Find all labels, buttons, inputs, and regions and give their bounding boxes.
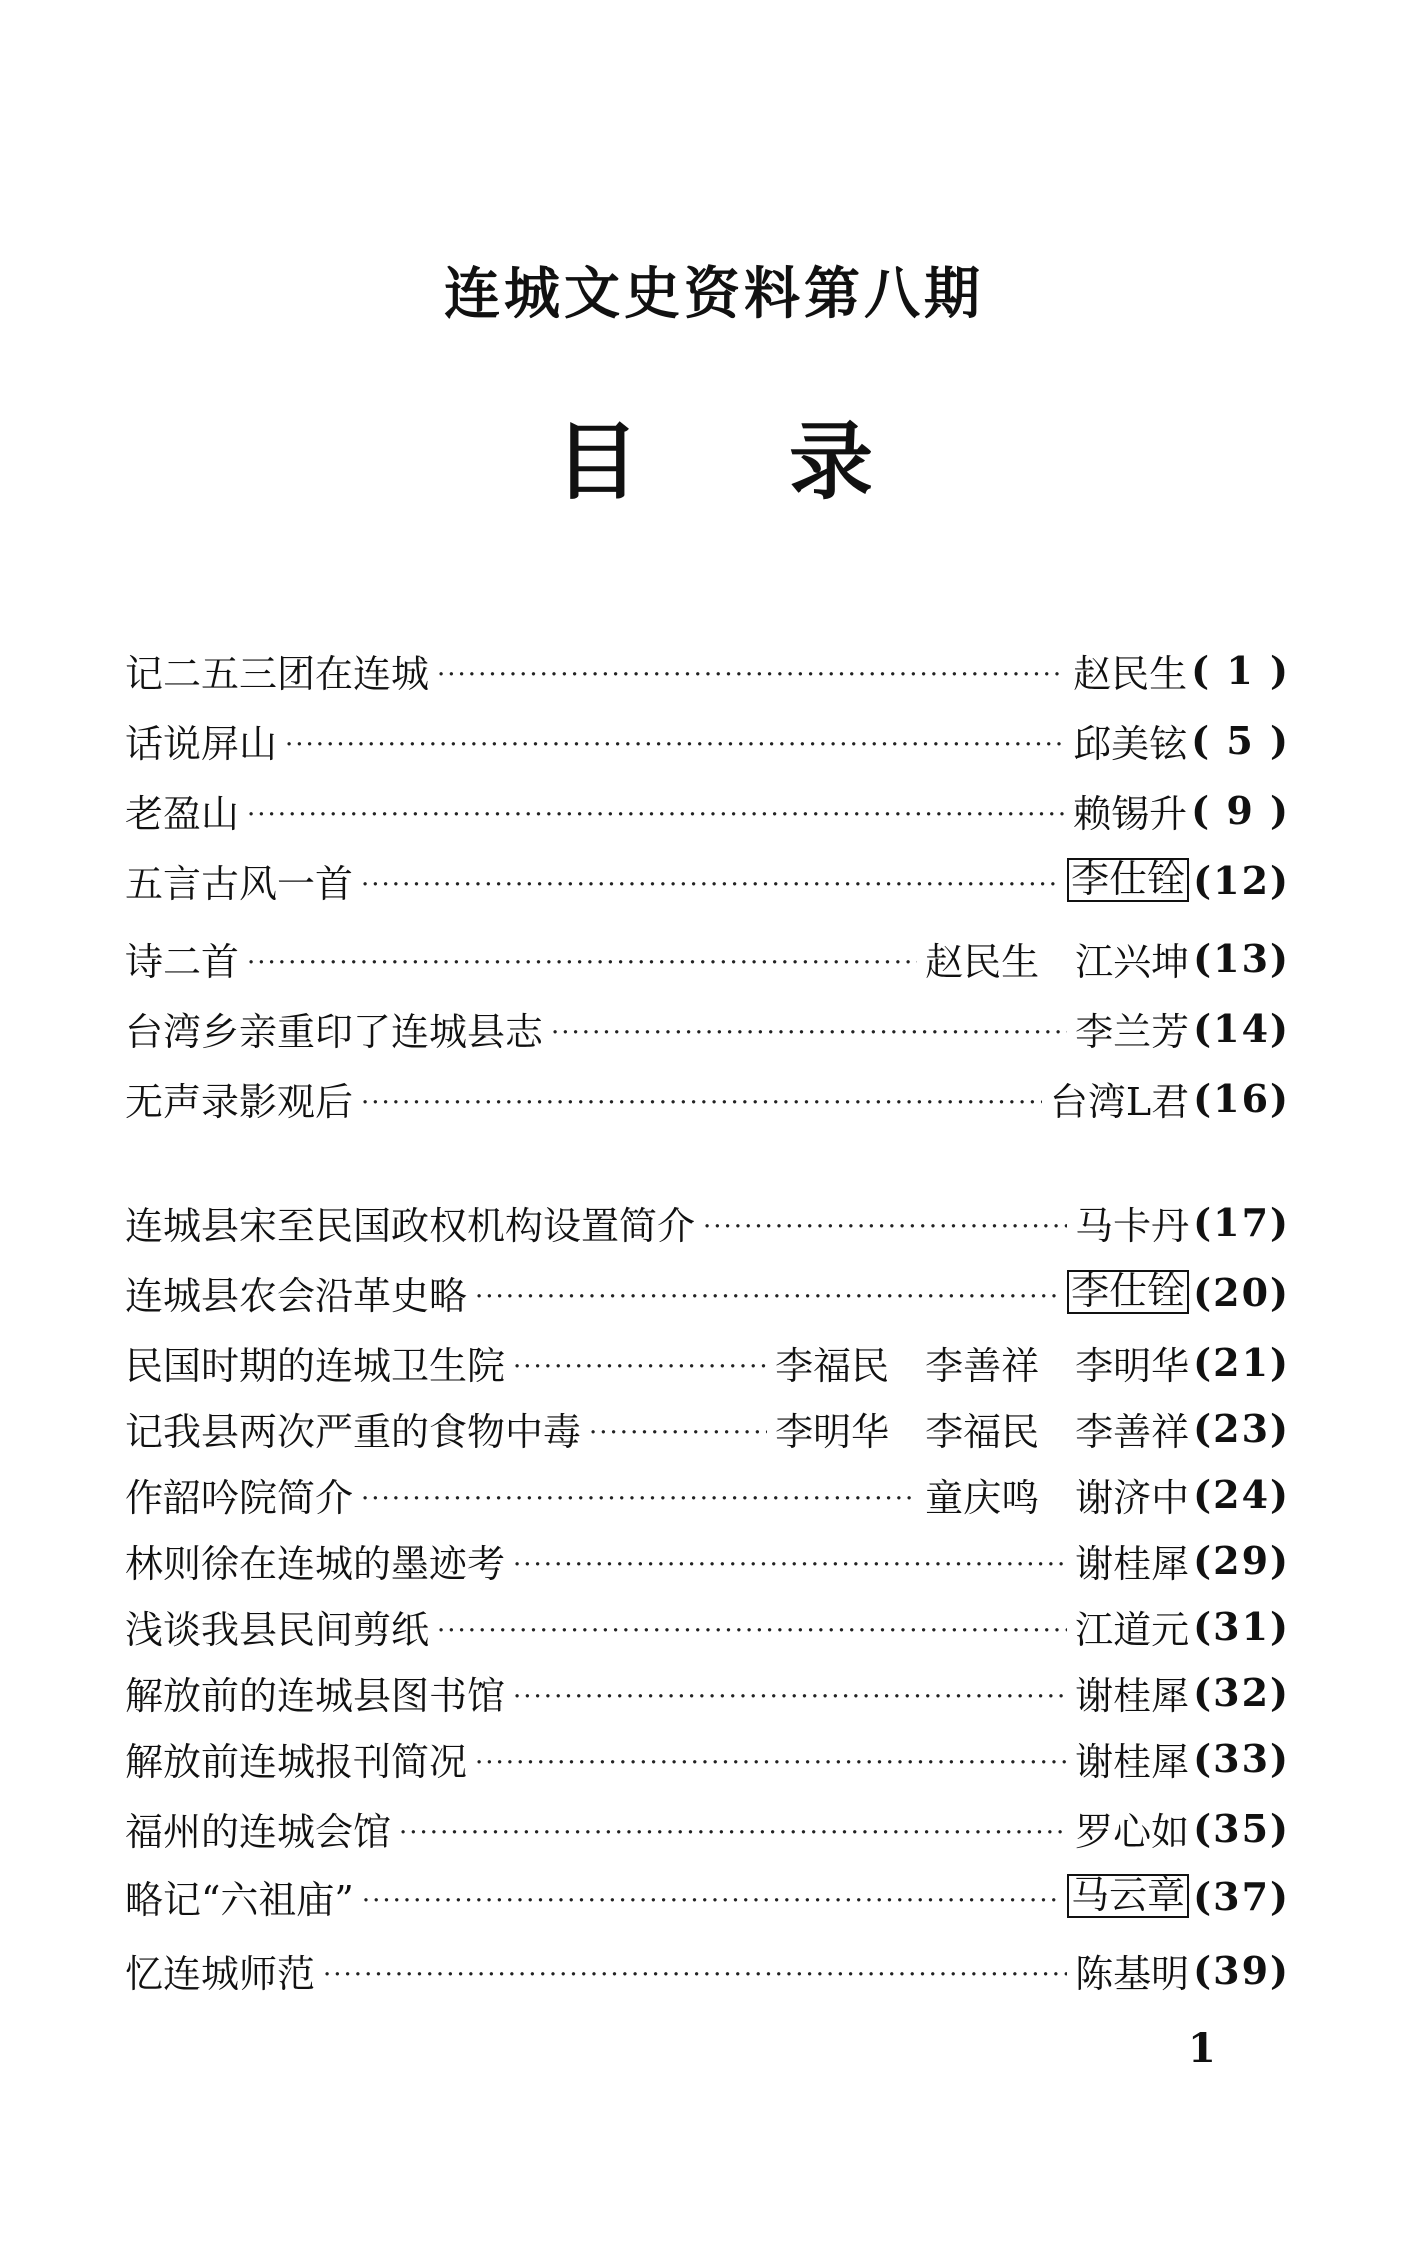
toc-entry[interactable] [125,1398,1290,1458]
toc-entry[interactable] [125,1596,1290,1656]
toc-entry-page: (12) [1193,857,1290,903]
dot-leader [475,1282,1059,1322]
toc-entry[interactable] [125,1798,1290,1858]
toc-entry[interactable] [125,1530,1290,1590]
toc-entry-authors [1075,1533,1189,1588]
toc-entry-authors [925,1467,1189,1522]
dot-leader [361,870,1059,910]
author-name: 李明华 [1075,1343,1190,1388]
author-name: 马卡丹 [1075,1203,1190,1248]
toc-entry[interactable] [125,928,1290,988]
toc-entry-page: (29) [1193,1537,1290,1583]
dot-leader [513,1682,1067,1722]
toc-entry-page: (14) [1193,1005,1290,1051]
author-name: 罗心如 [1075,1809,1190,1854]
dot-leader [399,1818,1067,1858]
toc-entry[interactable] [125,1192,1290,1252]
toc-entry-title: 记我县两次严重的食物中毒 [125,1409,582,1454]
dot-leader [285,730,1065,770]
toc-entry-page: (31) [1193,1603,1290,1649]
author-name: 李福民 [775,1343,890,1388]
toc-entry[interactable] [125,710,1290,770]
author-name: 台湾L君 [1049,1079,1190,1124]
toc-entry-title: 无声录影观后 [125,1079,354,1124]
toc-entry-title: 解放前的连城县图书馆 [125,1673,506,1718]
author-name: 童庆鸣 [925,1475,1040,1520]
toc-entry-page: (13) [1193,935,1290,981]
toc-entry[interactable] [125,1068,1290,1128]
author-name: 李福民 [925,1409,1040,1454]
toc-entry[interactable] [125,1464,1290,1524]
toc-entry[interactable] [125,780,1290,840]
toc-entry-authors [1075,1665,1189,1720]
author-name: 谢桂犀 [1075,1541,1190,1586]
toc-entry[interactable] [125,850,1290,910]
toc-entry-authors [1067,1270,1189,1314]
author-name: 谢济中 [1075,1475,1190,1520]
author-name: 邱美铉 [1073,721,1188,766]
author-name: 赵民生 [1073,651,1188,696]
toc-entry-title: 浅谈我县民间剪纸 [125,1607,430,1652]
toc-entry-title: 解放前连城报刊简况 [125,1739,468,1784]
toc-entry-page: ( 5 ) [1191,717,1290,763]
toc-entry-authors [1067,1874,1189,1918]
toc-entry-title: 诗二首 [125,939,240,984]
toc-entry-title: 连城县农会沿革史略 [125,1273,468,1318]
author-name: 李明华 [775,1409,890,1454]
toc-entry-authors [1073,783,1187,838]
toc-entry-page: ( 9 ) [1191,787,1290,833]
author-name: 赖锡升 [1073,791,1188,836]
toc-entry-page: (16) [1193,1075,1290,1121]
toc-entry[interactable] [125,1662,1290,1722]
toc-entry-authors [775,1335,1189,1390]
dot-leader [362,1886,1059,1926]
toc-entry[interactable] [125,1866,1290,1926]
author-name: 江道元 [1075,1607,1190,1652]
toc-entry-page: (39) [1193,1947,1290,1993]
toc-entry-title: 老盈山 [125,791,240,836]
toc-entry-page: (21) [1193,1339,1290,1385]
toc-entry-authors [1075,1195,1189,1250]
dot-leader [513,1352,767,1392]
toc-entry-authors [1073,643,1187,698]
dot-leader [437,1616,1067,1656]
toc-entry[interactable] [125,998,1290,1058]
toc-entry-page: (24) [1193,1471,1290,1517]
dot-leader [475,1748,1067,1788]
toc-entry-title: 忆连城师范 [125,1951,316,1996]
dot-leader [589,1418,767,1458]
author-name: 李仕铨 [1067,1270,1189,1314]
toc-entry-authors [1075,1001,1189,1056]
author-name: 谢桂犀 [1075,1739,1190,1784]
author-name: 陈基明 [1075,1951,1190,1996]
dot-leader [703,1212,1067,1252]
dot-leader [513,1550,1067,1590]
toc-entry-page: (17) [1193,1199,1290,1245]
dot-leader [247,948,917,988]
contents-heading: 目录 [554,412,1023,511]
dot-leader [361,1484,917,1524]
toc-entry-page: (32) [1193,1669,1290,1715]
publication-title: 连城文史资料第八期 [444,261,984,327]
toc-entry[interactable] [125,1262,1290,1322]
author-name: 江兴坤 [1075,939,1190,984]
toc-entry-authors [1050,1071,1189,1126]
author-name: 赵民生 [925,939,1040,984]
toc-entry-page: ( 1 ) [1191,647,1290,693]
toc-entry-authors [1075,1599,1189,1654]
toc-entry-authors [1067,858,1189,902]
toc-entry[interactable] [125,1332,1290,1392]
toc-entry-authors [1075,1801,1189,1856]
author-name: 谢桂犀 [1075,1673,1190,1718]
toc-entry-title: 作韶吟院简介 [125,1475,354,1520]
toc-entry-page: (35) [1193,1805,1290,1851]
toc-entry-page: (20) [1193,1269,1290,1315]
dot-leader [361,1088,1042,1128]
toc-entry-title: 民国时期的连城卫生院 [125,1343,506,1388]
page-number: 1 [1188,2025,1216,2072]
toc-entry-authors [925,931,1189,986]
toc-entry[interactable] [125,1940,1290,2000]
dot-leader [323,1960,1067,2000]
toc-entry-title: 台湾乡亲重印了连城县志 [125,1009,544,1054]
toc-entry-authors [1073,713,1187,768]
toc-entry[interactable] [125,640,1290,700]
dot-leader [247,800,1065,840]
author-name: 李兰芳 [1075,1009,1190,1054]
toc-entry-title: 林则徐在连城的墨迹考 [125,1541,506,1586]
author-name: 马云章 [1067,1874,1189,1918]
toc-entry-authors [1075,1731,1189,1786]
toc-entry-title: 福州的连城会馆 [125,1809,392,1854]
author-name: 李善祥 [925,1343,1040,1388]
dot-leader [551,1018,1067,1058]
toc-entry-authors [775,1401,1189,1456]
author-name: 李善祥 [1075,1409,1190,1454]
toc-entry-title: 话说屏山 [125,721,278,766]
toc-entry-title: 连城县宋至民国政权机构设置简介 [125,1203,696,1248]
toc-entry[interactable] [125,1728,1290,1788]
toc-entry-page: (33) [1193,1735,1290,1781]
toc-entry-title: 略记“六祖庙” [125,1877,354,1922]
author-name: 李仕铨 [1067,858,1189,902]
toc-entry-page: (37) [1193,1873,1290,1919]
toc-entry-title: 五言古风一首 [125,861,354,906]
toc-entry-title: 记二五三团在连城 [125,651,430,696]
dot-leader [437,660,1065,700]
toc-entry-authors [1075,1943,1189,1998]
toc-entry-page: (23) [1193,1405,1290,1451]
